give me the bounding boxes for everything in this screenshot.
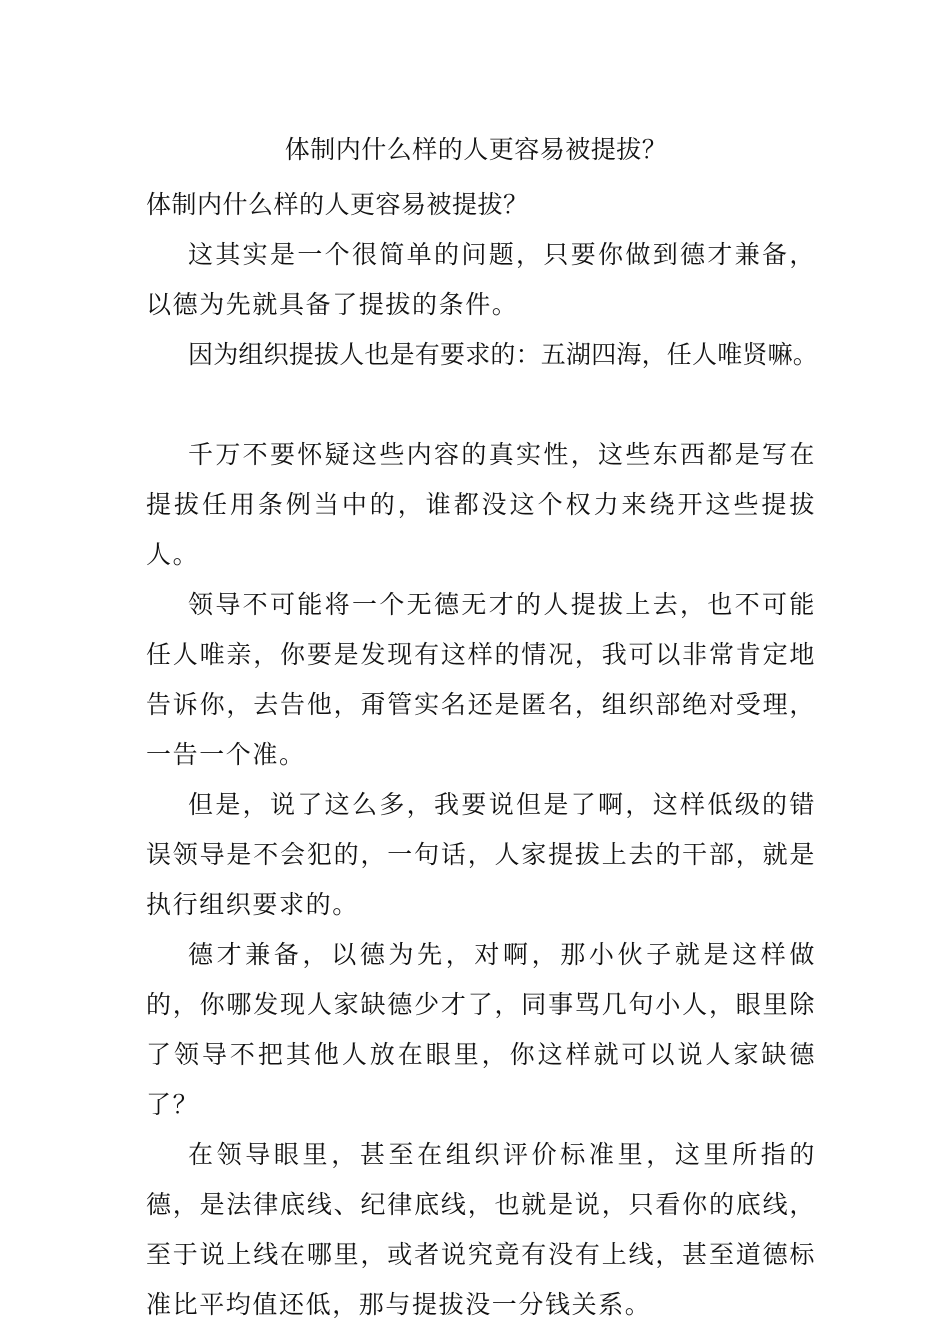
blank-line xyxy=(146,380,816,430)
paragraph-7: 在领导眼里，甚至在组织评价标准里，这里所指的德，是法律底线、纪律底线，也就是说，只看你的底线，至于说上线在哪里，或者说究竟有没有上线，甚至道德标准比平均值还低，那与提拔没一分钱关系。 xyxy=(146,1140,816,1319)
document-title: 体制内什么样的人更容易被提拔？ xyxy=(284,135,668,164)
paragraph-2: 因为组织提拔人也是有要求的：五湖四海，任人唯贤嘛。 xyxy=(188,340,819,369)
document-body xyxy=(146,180,819,1330)
paragraph-4: 领导不可能将一个无德无才的人提拔上去，也不可能任人唯亲，你要是发现有这样的情况，我可以非常肯定地告诉你，去告他，甭管实名还是匿名，组织部绝对受理，一告一个准。 xyxy=(146,590,816,769)
document-subtitle: 体制内什么样的人更容易被提拔？ xyxy=(146,190,529,219)
paragraph-3: 千万不要怀疑这些内容的真实性，这些东西都是写在提拔任用条例当中的，谁都没这个权力来绕开这些提拔人。 xyxy=(146,440,816,569)
paragraph-1: 这其实是一个很简单的问题，只要你做到德才兼备，以德为先就具备了提拔的条件。 xyxy=(146,240,816,319)
paragraph-5: 但是，说了这么多，我要说但是了啊，这样低级的错误领导是不会犯的，一句话，人家提拔上去的干部，就是执行组织要求的。 xyxy=(146,790,816,919)
paragraph-6: 德才兼备，以德为先，对啊，那小伙子就是这样做的，你哪发现人家缺德少才了，同事骂几句小人，眼里除了领导不把其他人放在眼里，你这样就可以说人家缺德了？ xyxy=(146,940,816,1119)
